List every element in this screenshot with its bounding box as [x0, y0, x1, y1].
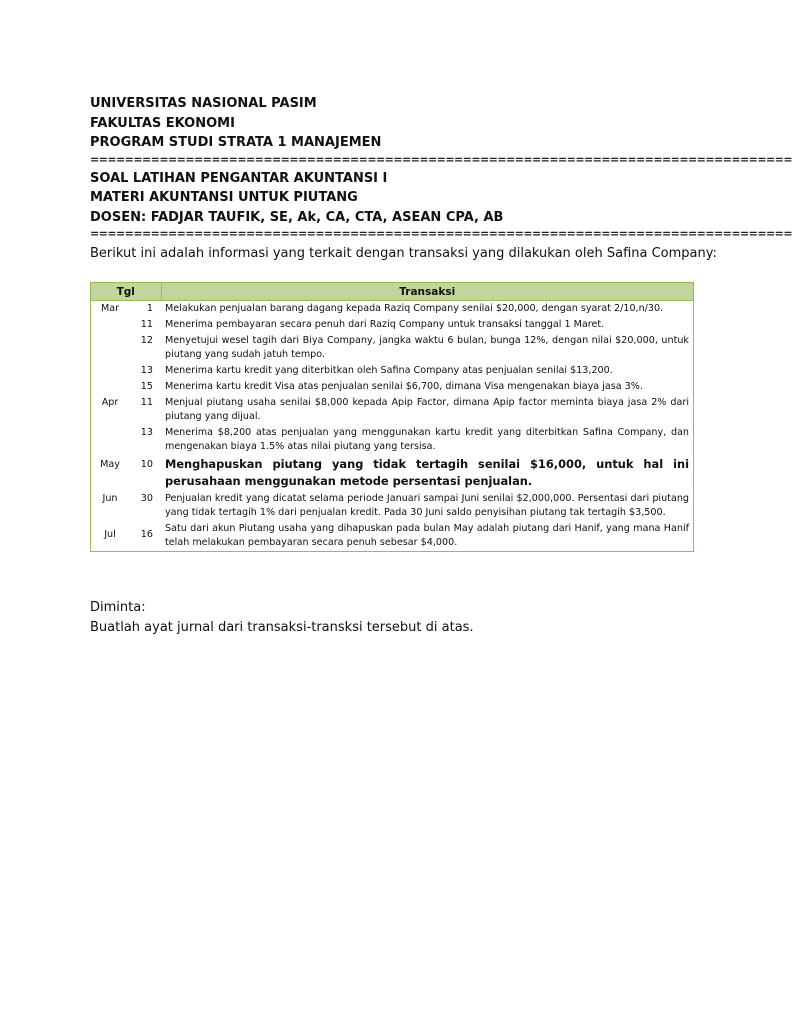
row-description: Satu dari akun Piutang usaha yang dihapuskan pada bulan May adalah piutang dari Hanif, yang mana Hanif telah melakukan pembayaran secara penuh sebesar $4,000.	[165, 523, 689, 548]
table-row	[91, 379, 694, 395]
row-day: 11	[140, 397, 153, 408]
row-description: Menerima kartu kredit Visa atas penjualan senilai $6,700, dimana Visa mengenakan biaya jasa 3%.	[165, 381, 643, 392]
exercise-title: SOAL LATIHAN PENGANTAR AKUNTANSI I	[90, 170, 388, 186]
row-month: May	[100, 459, 120, 470]
table-row	[91, 455, 694, 491]
row-month: Mar	[100, 303, 120, 314]
university-name: UNIVERSITAS NASIONAL PASIM	[90, 96, 317, 111]
requirement-text: Buatlah ayat jurnal dari transaksi-transksi tersebut di atas.	[90, 620, 474, 635]
table-row	[91, 491, 694, 521]
row-day: 12	[140, 335, 153, 346]
row-description: Penjualan kredit yang dicatat selama periode Januari sampai Juni senilai $2,000,000. Persentasi dari piutang yang tidak tertagih 1% dari penjualan kredit. Pada 30 Juni saldo penyisihan piutang tak tertagih $3,500.	[165, 493, 689, 518]
table-row	[91, 521, 694, 552]
row-description: Menjual piutang usaha senilai $8,000 kepada Apip Factor, dimana Apip factor meminta biaya jasa 2% dari piutang yang dijual.	[165, 397, 689, 422]
row-day: 15	[140, 381, 153, 392]
requirement-section	[90, 598, 474, 638]
requirement-label: Diminta:	[90, 600, 146, 615]
table-row	[91, 363, 694, 379]
separator-line: =================================================================================	[90, 227, 792, 240]
table-header-row	[91, 283, 694, 301]
program-name: PROGRAM STUDI STRATA 1 MANAJEMEN	[90, 135, 382, 150]
row-description: Menyetujui wesel tagih dari Biya Company, jangka waktu 6 bulan, bunga 12%, dengan nilai $20,000, untuk piutang yang sudah jatuh tempo.	[165, 335, 689, 360]
table-row	[91, 395, 694, 425]
row-day: 13	[140, 427, 153, 438]
row-day: 16	[140, 529, 153, 540]
lecturer-name: DOSEN: FADJAR TAUFIK, SE, Ak, CA, CTA, ASEAN CPA, AB	[90, 209, 504, 225]
row-description: Menerima kartu kredit yang diterbitkan oleh Safina Company atas penjualan senilai $13,200.	[165, 365, 613, 376]
intro-text: Berikut ini adalah informasi yang terkait dengan transaksi yang dilakukan oleh Safina Company:	[90, 246, 717, 261]
row-description: Menerima $8,200 atas penjualan yang menggunakan kartu kredit yang diterbitkan Safina Company, dan mengenakan biaya 1.5% atas nilai piutang yang tersisa.	[165, 427, 689, 452]
row-day: 10	[140, 459, 153, 470]
row-day: 1	[146, 303, 153, 314]
table-row	[91, 333, 694, 363]
row-month: Apr	[101, 397, 119, 408]
table-row	[91, 425, 694, 455]
column-header-date: Tgl	[91, 283, 162, 301]
row-month: Jun	[102, 493, 118, 504]
row-month	[91, 363, 130, 379]
row-description: Menerima pembayaran secara penuh dari Raziq Company untuk transaksi tanggal 1 Maret.	[165, 319, 605, 330]
row-description: Menghapuskan piutang yang tidak tertagih senilai $16,000, untuk hal ini perusahaan menggunakan metode persentasi penjualan.	[165, 457, 689, 488]
faculty-name: FAKULTAS EKONOMI	[90, 115, 235, 131]
table-row	[91, 317, 694, 333]
document-header	[90, 94, 792, 243]
column-header-transaction: Transaksi	[161, 283, 694, 301]
row-month	[91, 333, 130, 363]
row-month	[91, 379, 130, 395]
row-month: Jul	[104, 529, 116, 540]
row-description: Melakukan penjualan barang dagang kepada Raziq Company senilai $20,000, dengan syarat 2/10,n/30.	[165, 303, 664, 314]
material-title: MATERI AKUNTANSI UNTUK PIUTANG	[90, 190, 358, 205]
transactions-table	[90, 282, 694, 552]
row-month	[91, 317, 130, 333]
row-day: 13	[140, 365, 153, 376]
separator-line: =================================================================================	[90, 152, 792, 166]
row-month	[91, 425, 130, 455]
table-row	[91, 301, 694, 318]
row-day: 30	[140, 493, 153, 504]
row-day: 11	[140, 319, 153, 330]
